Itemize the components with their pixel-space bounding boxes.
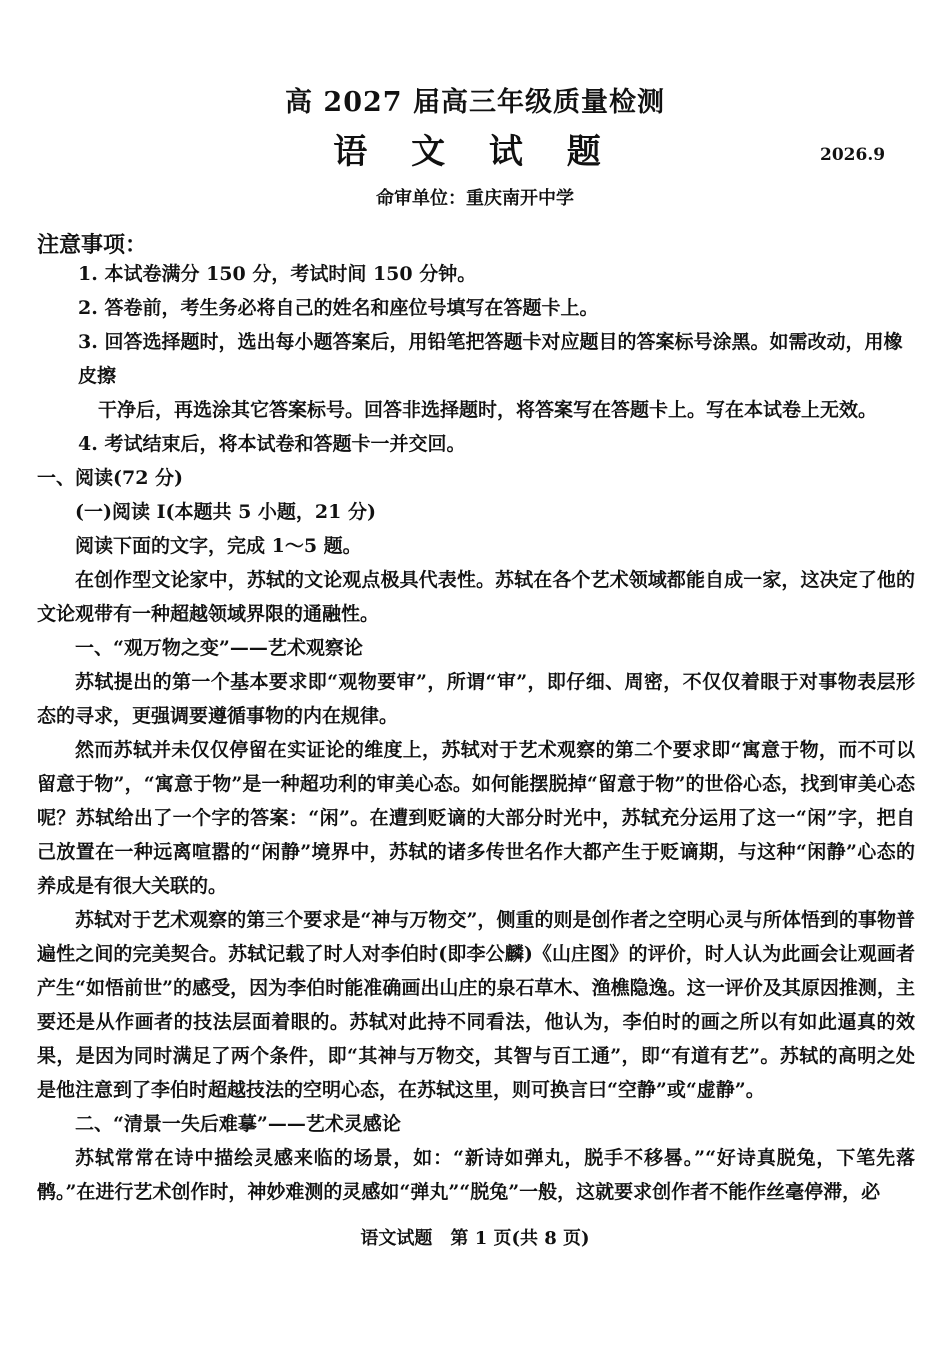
exam-date: 2026.9 (820, 145, 886, 165)
page-footer: 语文试题 第 1 页(共 8 页) (360, 1228, 590, 1249)
instruction: 阅读下面的文字，完成 1～5 题。 (75, 535, 362, 557)
subject-title: 语 文 试 题 (333, 132, 617, 172)
notice-item-4: 4. 考试结束后，将本试卷和答题卡一并交回。 (78, 433, 466, 455)
passage-paragraph-3: 然而苏轼并未仅仅停留在实证论的维度上，苏轼对于艺术观察的第二个要求即“寓意于物，而不可以留意于物”，“寓意于物”是一种超功利的审美心态。如何能摆脱掉“留意于物”的世俗心态，找到审美心态呢？苏轼给出了一个字的答案：“闲”。在遭到贬谪的大部分时光中，苏轼充分运用了这一“闲”字，把自己放置在一种远离喧嚣的“闲静”境界中，苏轼的诸多传世名作大都产生于贬谪期，与这种“闲静”心态的养成是有很大关联的。 (37, 739, 915, 897)
exam-body (37, 257, 915, 1209)
passage-paragraph-1: 在创作型文论家中，苏轼的文论观点极具代表性。苏轼在各个艺术领域都能自成一家，这决定了他的文论观带有一种超越领域界限的通融性。 (37, 569, 915, 625)
passage-heading-2: 二、“清景一失后难摹”——艺术灵感论 (75, 1113, 401, 1135)
passage-paragraph-2: 苏轼提出的第一个基本要求即“观物要审”，所谓“审”，即仔细、周密，不仅仅着眼于对事物表层形态的寻求，更强调要遵循事物的内在规律。 (37, 671, 915, 727)
notice-item-3-cont: 干净后，再选涂其它答案标号。回答非选择题时，将答案写在答题卡上。写在本试卷上无效。 (98, 399, 878, 421)
passage-paragraph-4: 苏轼对于艺术观察的第三个要求是“神与万物交”，侧重的则是创作者之空明心灵与所体悟到的事物普遍性之间的完美契合。苏轼记载了时人对李伯时(即李公麟)《山庄图》的评价，时人认为此画会让观画者产生“如悟前世”的感受，因为李伯时能准确画出山庄的泉石草木、渔樵隐逸。这一评价及其原因推测，主要还是从作画者的技法层面着眼的。苏轼对此持不同看法，他认为，李伯时的画之所以有如此逼真的效果，是因为同时满足了两个条件，即“其神与万物交，其智与百工通”，即“有道有艺”。苏轼的高明之处是他注意到了李伯时超越技法的空明心态，在苏轼这里，则可换言曰“空静”或“虚静”。 (37, 909, 915, 1101)
passage-paragraph-5: 苏轼常常在诗中描绘灵感来临的场景，如：“新诗如弹丸，脱手不移晷。”“好诗真脱兔，下笔先落鹘。”在进行艺术创作时，神妙难测的灵感如“弹丸”“脱兔”一般，这就要求创作者不能作丝毫停滞，必 (37, 1147, 915, 1203)
notice-title: 注意事项： (37, 232, 148, 258)
notice-item-2: 2. 答卷前，考生务必将自己的姓名和座位号填写在答题卡上。 (78, 297, 599, 319)
section-title: 一、阅读(72 分) (37, 467, 184, 489)
exam-header-title: 高 2027 届高三年级质量检测 (285, 87, 665, 118)
notice-item-3: 3. 回答选择题时，选出每小题答案后，用铅笔把答题卡对应题目的答案标号涂黑。如需改动，用橡皮擦 (78, 331, 903, 387)
notice-item-1: 1. 本试卷满分 150 分，考试时间 150 分钟。 (78, 263, 477, 285)
setter-unit: 命审单位：重庆南开中学 (376, 188, 574, 209)
subsection-title: (一)阅读 Ⅰ(本题共 5 小题，21 分) (75, 501, 376, 523)
passage-heading-1: 一、“观万物之变”——艺术观察论 (75, 637, 363, 659)
